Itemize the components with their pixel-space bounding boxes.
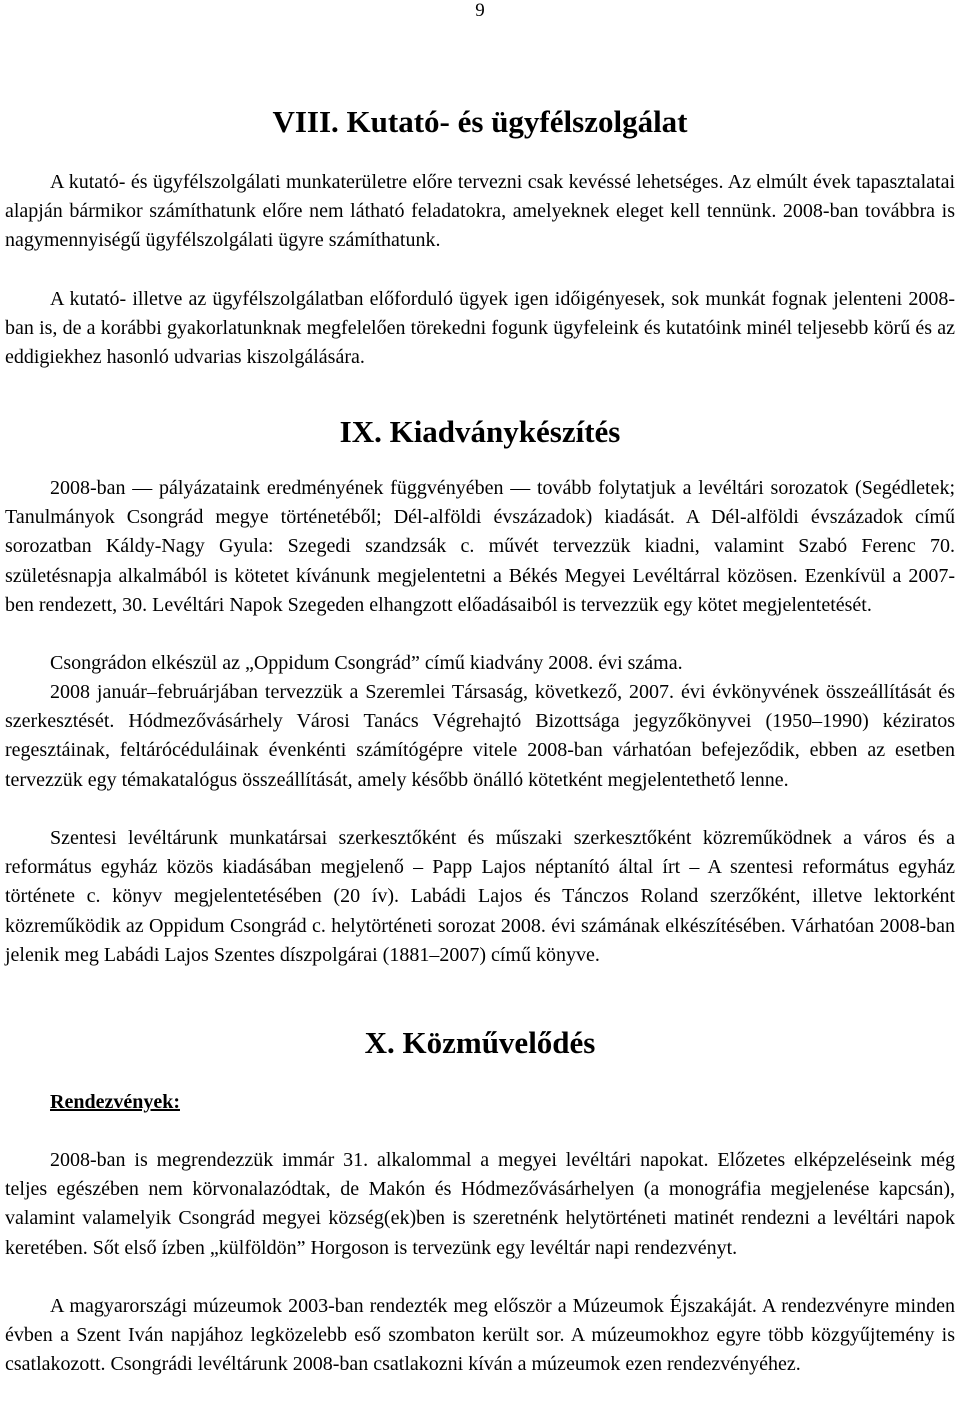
paragraph: A kutató- és ügyfélszolgálati munkaterületre előre tervezni csak kevéssé lehetséges. Az elmúlt évek tapasztalatai alapján bármikor számíthatunk előre nem látható feladatokra, amelyeknek eleget kell tennünk. 2008-ban továbbra is nagymennyiségű ügyfélszolgálati ügyre számíthatunk. — [5, 171, 955, 252]
paragraph: Szentesi levéltárunk munkatársai szerkesztőként és műszaki szerkesztőként közreműködnek a város és a református egyház közös kiadásában megjelenő – Papp Lajos néptanító által írt – A szentesi református egyház története c. könyv megjelentetésében (20 ív). Labádi Lajos és Tánczos Roland szerzőként, illetve lektorként közreműködik az Oppidum Csongrád c. helytörténeti sorozat 2008. évi számának elkészítésében. Várhatóan 2008-ban jelenik meg Labádi Lajos Szentes díszpolgárai (1881–2007) című könyve. — [5, 827, 955, 966]
section-heading-10: X. Közművelődés — [364, 1025, 596, 1060]
subheading-rendezvenyek: Rendezvények: — [50, 1091, 180, 1113]
paragraph: 2008-ban — pályázataink eredményének függvényében — tovább folytatjuk a levéltári sorozatok (Segédletek; Tanulmányok Csongrád megye történetéből; Dél-alföldi évszázadok) kiadását. A Dél-alföldi évszázadok című sorozatban Káldy-Nagy Gyula: Szegedi szandzsák c. művét tervezzük kiadni, valamint Szabó Ferenc 70. születésnapja alkalmából is kötetet kívánunk megjelentetni a Békés Megyei Levéltárral közösen. Ezenkívül a 2007-ben rendezett, 30. Levéltári Napok Szegeden elhangzott előadásaiból is tervezzük egy kötet megjelentetését. — [5, 477, 955, 616]
paragraph: A magyarországi múzeumok 2003-ban rendezték meg először a Múzeumok Éjszakáját. A rendezvényre minden évben a Szent Iván napjához legközelebb eső szombaton került sor. A múzeumokhoz egyre több közgyűjtemény is csatlakozott. Csongrádi levéltárunk 2008-ban csatlakozni kíván a múzeumok ezen rendezvényéhez. — [5, 1295, 955, 1376]
section-heading-8: VIII. Kutató- és ügyfélszolgálat — [272, 104, 688, 139]
paragraph: Csongrádon elkészül az „Oppidum Csongrád” című kiadvány 2008. évi száma. — [50, 652, 683, 674]
paragraph: A kutató- illetve az ügyfélszolgálatban előforduló ügyek igen időigényesek, sok munkát fognak jelenteni 2008-ban is, de a korábbi gyakorlatunknak megfelelően törekedni fogunk ügyfeleink és kutatóink minél teljesebb körű és az eddigiekhez hasonló udvarias kiszolgálására. — [5, 288, 955, 369]
paragraph: 2008-ban is megrendezzük immár 31. alkalommal a megyei levéltári napokat. Előzetes elképzeléseink még teljes egészében nem körvonalazódtak, de Makón és Hódmezővásárhelyen (a monográfia megjelenése kapcsán), valamint valamelyik Csongrád megyei község(ek)ben is szeretnénk helytörténeti matinét rendezni a levéltári napok keretében. Sőt első ízben „külföldön” Horgoson is tervezünk egy levéltár napi rendezvényt. — [5, 1149, 955, 1259]
section-heading-9: IX. Kiadványkészítés — [339, 414, 621, 449]
page-number: 9 — [475, 0, 485, 21]
paragraph: 2008 január–februárjában tervezzük a Szeremlei Társaság, következő, 2007. évi évkönyvének összeállítását és szerkesztését. Hódmezővásárhely Városi Tanács Végrehajtó Bizottsága jegyzőkönyvei (1950–1990) kéziratos regesztáinak, feltárócéduláinak évenkénti számítógépre vitele 2008-ban várhatóan befejeződik, ebben az esetben tervezzük egy témakatalógus összeállítását, amely később önálló kötetként megjelentethető lenne. — [5, 681, 955, 791]
